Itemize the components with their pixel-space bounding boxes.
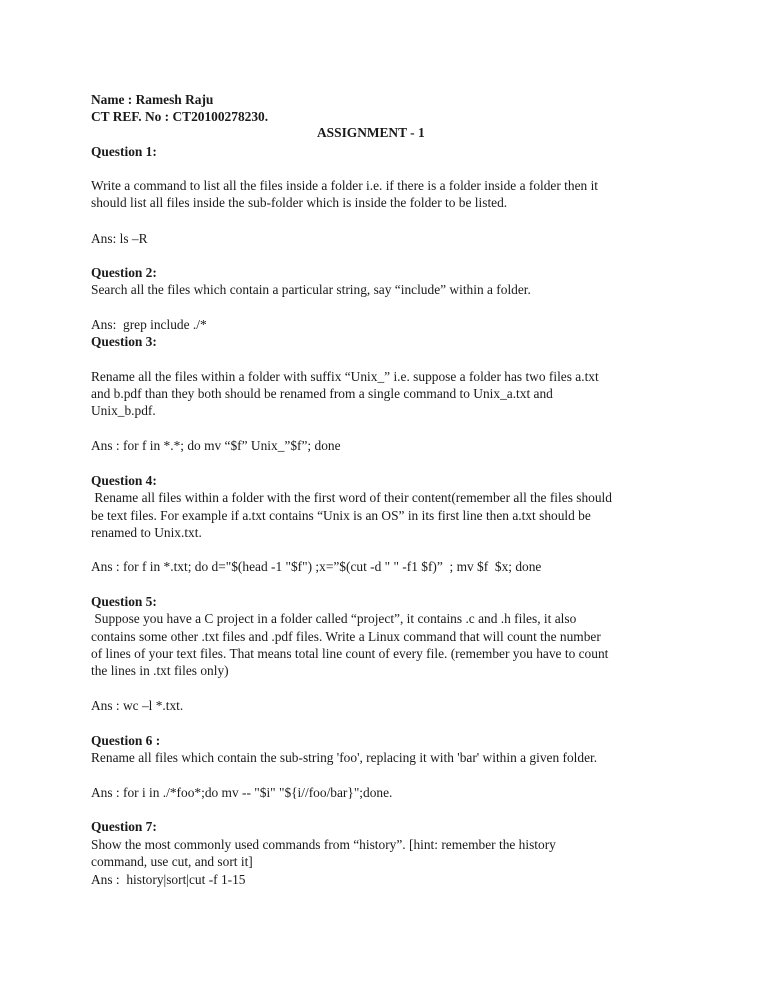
question-5-label: Question 5: bbox=[91, 594, 157, 609]
question-4-text: be text files. For example if a.txt contains “Unix is an OS” in its first line then a.txt should be bbox=[91, 508, 591, 523]
question-2-label: Question 2: bbox=[91, 265, 157, 280]
question-1-text: should list all files inside the sub-folder which is inside the folder to be listed. bbox=[91, 195, 508, 210]
question-7-text: command, use cut, and sort it] bbox=[91, 854, 253, 869]
question-5-text: the lines in .txt files only) bbox=[91, 663, 229, 678]
question-3-text: Rename all the files within a folder with suffix “Unix_” i.e. suppose a folder has two files a.txt bbox=[91, 369, 599, 384]
assignment-title: ASSIGNMENT - 1 bbox=[317, 125, 425, 140]
question-3-answer: Ans : for f in *.*; do mv “$f” Unix_”$f”; done bbox=[91, 438, 341, 453]
question-7-text: Show the most commonly used commands from “history”. [hint: remember the history bbox=[91, 837, 556, 852]
question-3-text: and b.pdf than they both should be renamed from a single command to Unix_a.txt and bbox=[91, 386, 553, 401]
question-3-label: Question 3: bbox=[91, 334, 157, 349]
question-5-text: Suppose you have a C project in a folder called “project”, it contains .c and .h files, it also bbox=[91, 611, 577, 626]
question-6-answer: Ans : for i in ./*foo*;do mv -- "$i" "${i//foo/bar}";done. bbox=[91, 785, 393, 800]
question-4-label: Question 4: bbox=[91, 473, 157, 488]
question-1-text: Write a command to list all the files inside a folder i.e. if there is a folder inside a folder then it bbox=[91, 178, 599, 193]
student-name: Name : Ramesh Raju bbox=[91, 92, 214, 107]
question-1-answer: Ans: ls –R bbox=[91, 231, 148, 246]
question-5-text: contains some other .txt files and .pdf files. Write a Linux command that will count the number bbox=[91, 629, 601, 644]
question-4-text: Rename all files within a folder with the first word of their content(remember all the files should bbox=[91, 490, 612, 505]
question-2-answer: Ans: grep include ./* bbox=[91, 317, 207, 332]
question-7-label: Question 7: bbox=[91, 819, 157, 834]
question-5-answer: Ans : wc –l *.txt. bbox=[91, 698, 184, 713]
question-6-label: Question 6 : bbox=[91, 733, 161, 748]
question-4-answer: Ans : for f in *.txt; do d="$(head -1 "$f") ;x=”$(cut -d " " -f1 $f)” ; mv $f $x; done bbox=[91, 559, 542, 574]
question-7-answer: Ans : history|sort|cut -f 1-15 bbox=[91, 872, 246, 887]
question-5-text: of lines of your text files. That means total line count of every file. (remember you have to count bbox=[91, 646, 609, 661]
ct-reference: CT REF. No : CT20100278230. bbox=[91, 109, 269, 124]
question-4-text: renamed to Unix.txt. bbox=[91, 525, 202, 540]
question-6-text: Rename all files which contain the sub-string 'foo', replacing it with 'bar' within a given folder. bbox=[91, 750, 598, 765]
question-3-text: Unix_b.pdf. bbox=[91, 403, 156, 418]
question-1-label: Question 1: bbox=[91, 144, 157, 159]
question-2-text: Search all the files which contain a particular string, say “include” within a folder. bbox=[91, 282, 531, 297]
